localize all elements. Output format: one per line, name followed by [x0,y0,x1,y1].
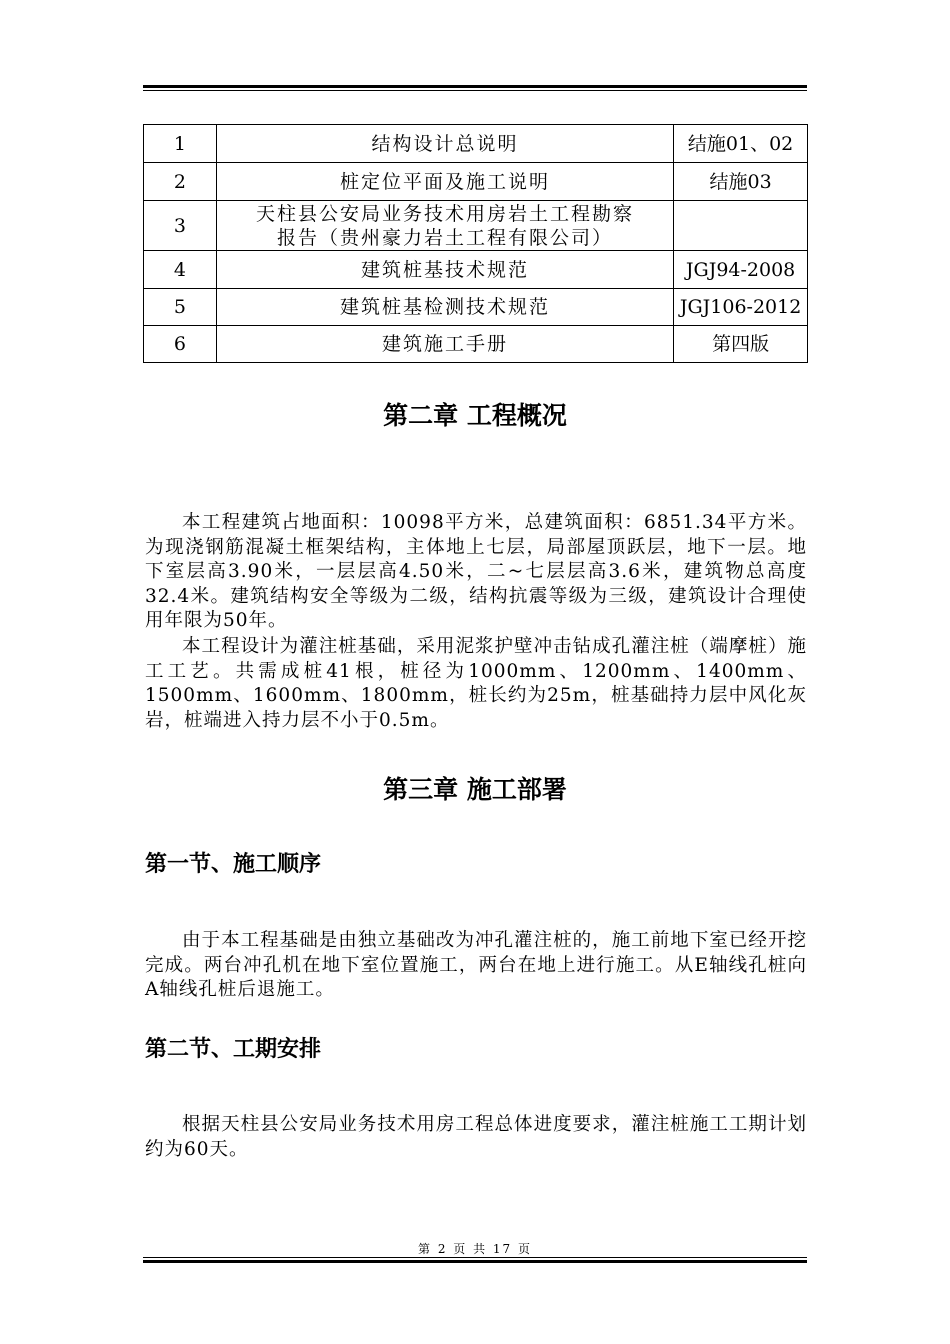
project-overview-paragraph: 本工程建筑占地面积：10098平方米，总建筑面积：6851.34平方米。为现浇钢筋混凝土框架结构，主体地上七层，局部屋顶跃层，地下一层。地下室层高3.90米，一层层高4.50米，二~七层层高3.6米，建筑物总高度32.4米。建筑结构安全等级为二级，结构抗震等级为三级，建筑设计合理使用年限为50年。 [145,512,807,631]
row-number: 1 [144,125,217,163]
table-row [144,163,808,201]
row-number: 5 [144,289,217,326]
document-code [674,201,808,251]
page-number: 第 2 页 共 17 页 [418,1242,532,1256]
header-rule-thin [143,90,807,91]
table-row [144,251,808,289]
table-row [144,289,808,326]
table-row [144,201,808,251]
schedule-paragraph: 根据天柱县公安局业务技术用房工程总体进度要求，灌注桩施工工期计划约为60天。 [145,1114,807,1160]
document-code: 第四版 [674,326,808,363]
chapter-2-title: 第二章 工程概况 [383,401,567,430]
row-number: 3 [144,201,217,251]
table-row [144,125,808,163]
document-name: 建筑桩基技术规范 [216,251,673,289]
document-name-line: 报告（贵州豪力岩土工程有限公司） [276,226,613,249]
document-name: 结构设计总说明 [216,125,673,163]
document-name [216,201,673,251]
table-row [144,326,808,363]
document-code: 结施01、02 [674,125,808,163]
pile-foundation-paragraph: 本工程设计为灌注桩基础，采用泥浆护壁冲击钻成孔灌注桩（端摩桩）施工工艺。共需成桩41根，桩径为1000mm、1200mm、1400mm、1500mm、1600mm、1800mm，桩长约为25m，桩基础持力层中风化灰岩，桩端进入持力层不小于0.5m。 [145,636,807,731]
document-name-line: 天柱县公安局业务技术用房岩土工程勘察 [255,202,634,225]
document-name: 建筑桩基检测技术规范 [216,289,673,326]
section-2-title: 第二节、工期安排 [145,1037,322,1062]
document-name: 桩定位平面及施工说明 [216,163,673,201]
construction-sequence-paragraph: 由于本工程基础是由独立基础改为冲孔灌注桩的，施工前地下室已经开挖完成。两台冲孔机在地下室位置施工，两台在地上进行施工。从E轴线孔桩向A轴线孔桩后退施工。 [145,930,807,1000]
header-rule-thick [143,85,807,88]
row-number: 4 [144,251,217,289]
row-number: 6 [144,326,217,363]
footer-rule-thick [143,1260,807,1263]
reference-table [143,124,808,363]
document-code: 结施03 [674,163,808,201]
section-1-title: 第一节、施工顺序 [145,852,322,877]
document-code: JGJ94-2008 [674,251,808,289]
footer-rule-thin [143,1257,807,1258]
chapter-3-title: 第三章 施工部署 [383,775,567,804]
document-code: JGJ106-2012 [674,289,808,326]
document-name: 建筑施工手册 [216,326,673,363]
row-number: 2 [144,163,217,201]
